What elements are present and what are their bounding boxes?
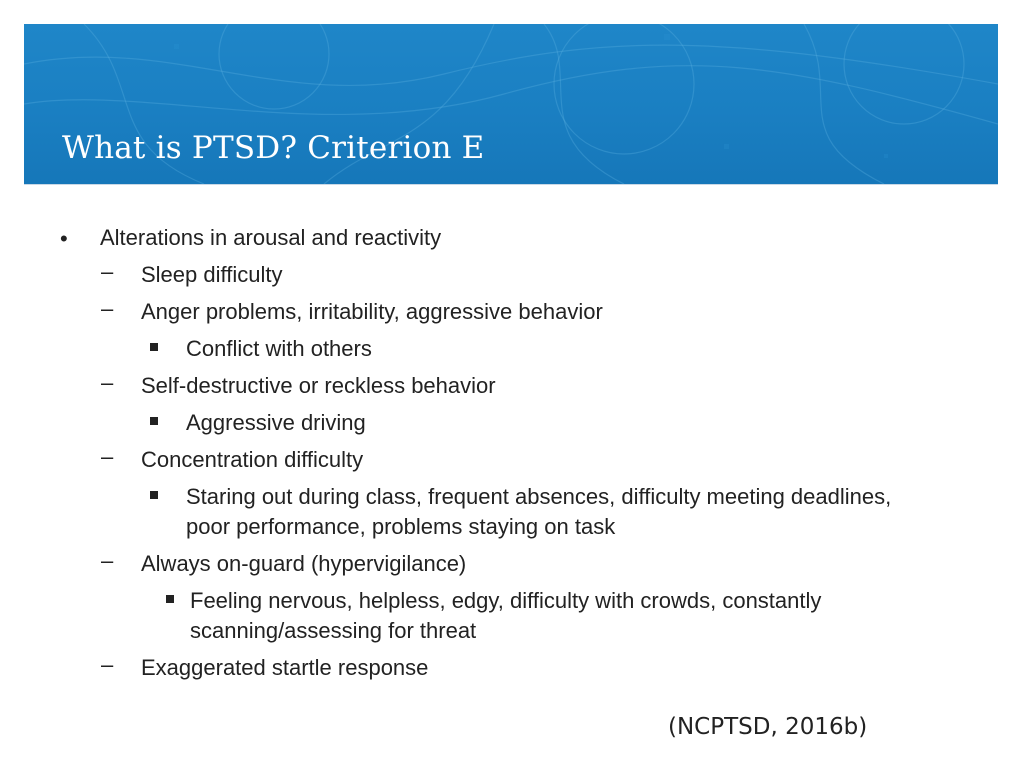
dash-marker: – [101,259,114,284]
sub-item-onguard: Always on-guard (hypervigilance) [141,551,467,576]
detail-selfdestructive: Aggressive driving [186,410,366,435]
square-bullet-icon [150,491,158,499]
main-bullet-text: Alterations in arousal and reactivity [100,225,442,250]
detail-onguard-line2: scanning/assessing for threat [190,618,477,643]
slide-title: What is PTSD? Criterion E [62,130,485,166]
detail-concentration-line2: poor performance, problems staying on task [186,514,616,539]
bullet-dot: • [60,226,68,251]
sub-item-selfdestructive: Self-destructive or reckless behavior [141,373,496,398]
dash-marker: – [101,296,114,321]
sub-item-concentration: Concentration difficulty [141,447,364,472]
square-bullet-icon [166,595,174,603]
dash-marker: – [101,652,114,677]
sub-item-anger: Anger problems, irritability, aggressive behavior [141,299,603,324]
square-bullet-icon [150,343,158,351]
detail-onguard-line1: Feeling nervous, helpless, edgy, difficulty with crowds, constantly [190,588,822,613]
dash-marker: – [101,548,114,573]
sub-item-startle: Exaggerated startle response [141,655,429,680]
square-bullet-icon [150,417,158,425]
citation: (NCPTSD, 2016b) [668,714,868,740]
detail-anger: Conflict with others [186,336,372,361]
title-banner [24,24,998,184]
dash-marker: – [101,370,114,395]
sub-item-sleep: Sleep difficulty [141,262,283,287]
dash-marker: – [101,444,114,469]
detail-concentration-line1: Staring out during class, frequent absences, difficulty meeting deadlines, [186,484,892,509]
